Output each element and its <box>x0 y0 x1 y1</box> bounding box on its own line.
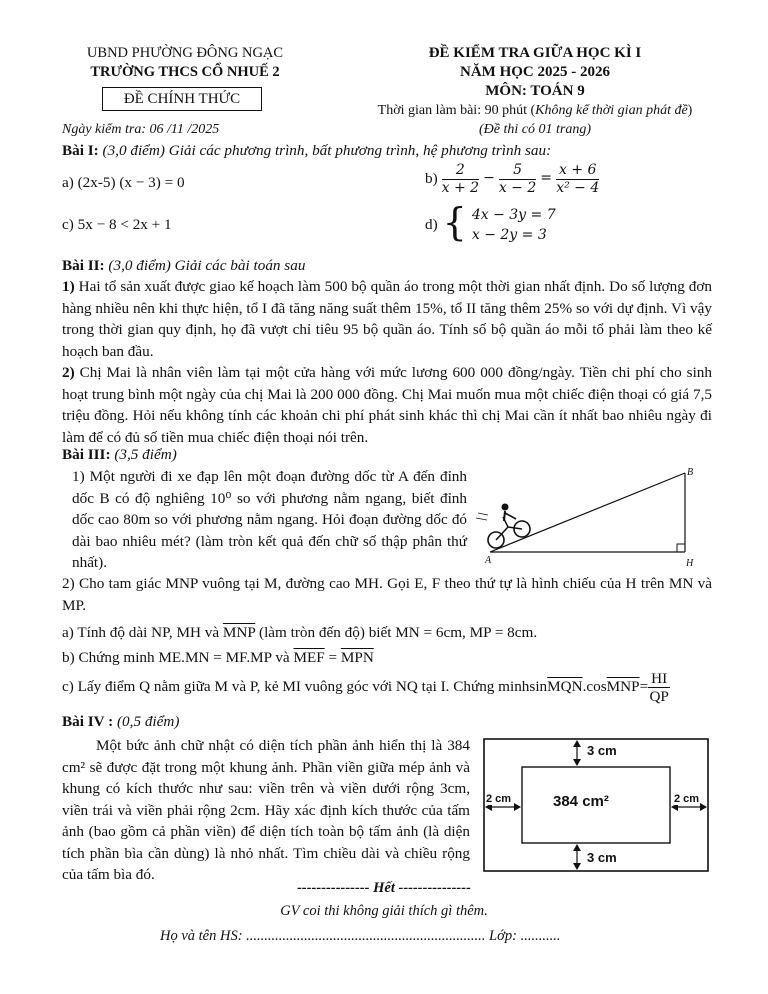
bai2-heading: Bài II: (3,0 điểm) Giải các bài toán sau <box>62 257 306 274</box>
frame-left-label: 2 cm <box>486 793 512 805</box>
fraction: $\frac{x + 6}{\text{x² − 4}}$ <box>556 161 600 196</box>
class-label: Lớp: <box>489 928 517 944</box>
authority-name: UBND PHƯỜNG ĐÔNG NGẠC <box>86 45 284 61</box>
school-year: NĂM HỌC 2025 - 2026 <box>460 64 610 80</box>
slope-figure <box>470 465 710 570</box>
school-name: TRƯỜNG THCS CỔ NHUẾ 2 <box>90 64 280 80</box>
bai1-d: d) { 4x − 3y = 7 x − 2y = 3 <box>425 200 556 244</box>
bai4-problem: Một bức ảnh chữ nhật có diện tích phần ảnh hiển thị là 384 cm² sẽ được đặt trong một khung ảnh. Phần viền giữa mép ảnh và khung có kích thước như sau: viền trên và viền dưới rộng 3cm, viền trái và viền phải rộng 2cm. Hãy xác định kích thước của tấm ảnh (bao gồm cả phần viền) để diện tích toàn bộ tấm ảnh (là diện tích phần bìa cần dùng) là nhỏ nhất. Tìm chiều dài và chiều rộng của tấm bìa đó. <box>62 737 470 883</box>
frame-right-label: 2 cm <box>674 793 700 805</box>
frame-bottom-label: 3 cm <box>587 850 617 865</box>
end-marker: --------------- Hết --------------- <box>297 880 471 896</box>
fraction: $\frac{2}{x + 2}$ <box>441 161 480 196</box>
frame-top-label: 3 cm <box>587 743 617 758</box>
proctor-note: GV coi thi không giải thích gì thêm. <box>280 903 488 919</box>
bai1-b: b) $\frac{2}{x + 2}$ − $\frac{5}{x - 2}$ = $\frac{x + 6}{\text{x² − 4}}$ <box>425 161 600 196</box>
header-right <box>350 44 720 139</box>
bai1-a: a) (2x-5) (x − 3) = 0 <box>62 174 185 191</box>
bai3-heading: Bài III: (3,5 điểm) <box>62 446 177 463</box>
fraction: $\frac{HI}{QP}$ <box>649 669 669 705</box>
bai3-part-c: c) Lấy điểm Q nằm giữa M và P, kẻ MI vuông góc với NQ tại I. Chứng minh sin $\overline{MQN}$ .cos $\overline{MNP}$ = $\frac{HI}{QP}$ <box>62 669 669 705</box>
bai4-heading: Bài IV : (0,5 điểm) <box>62 713 180 730</box>
exam-title: ĐỀ KIỂM TRA GIỮA HỌC KÌ I <box>428 45 642 61</box>
bai1-heading: Bài I: (3,0 điểm) Giải các phương trình, bất phương trình, hệ phương trình sau: <box>62 142 552 159</box>
exam-date: Ngày kiểm tra: 06 /11 /2025 <box>62 122 220 137</box>
header-left <box>60 44 310 82</box>
bai3-part-a: a) Tính độ dài NP, MH và $\overline{MNP}$ (làm tròn đến độ) biết MN = 6cm, MP = 8cm. <box>62 624 538 641</box>
bai3-problem1: 1) Một người đi xe đạp lên một đoạn đường dốc từ A đến đỉnh dốc B có độ nghiêng 10⁰ so với phương nằm ngang, biết đỉnh dốc cao 80m so với phương nằm ngang. Hỏi đoạn đường dốc đó dài bao nhiêu mét? (làm tròn kết quả đến chữ số thập phân thứ nhất). <box>72 468 467 571</box>
label-a: A <box>485 555 492 566</box>
time-line: Thời gian làm bài: 90 phút (Không kể thời gian phát đề) <box>377 103 693 118</box>
student-line: Họ và tên HS: .................................................................. Lớp: ........... <box>160 928 561 944</box>
bai3-part-b: b) Chứng minh ME.MN = MF.MP và $\overline{MEF} = \overline{MPN}$ <box>62 649 374 666</box>
brace-symbol: { <box>442 200 467 244</box>
bai1-c: c) 5x − 8 < 2x + 1 <box>62 216 172 233</box>
fraction: $\frac{5}{x - 2}$ <box>498 161 537 196</box>
official-label: ĐỀ CHÍNH THỨC <box>102 87 262 111</box>
bai3-problem2: 2) Cho tam giác MNP vuông tại M, đường cao MH. Gọi E, F theo thứ tự là hình chiếu của H trên MN và MP. <box>62 575 712 614</box>
label-h: H <box>686 558 694 569</box>
name-label: Họ và tên HS: <box>160 928 243 944</box>
label-b: B <box>687 467 694 478</box>
bai2-problem2: 2) Chị Mai là nhân viên làm tại một cửa hàng với mức lương 600 000 đồng/ngày. Tiền chi phí cho sinh hoạt trung bình một ngày của chị Mai là 200 000 đồng. Chị Mai muốn mua một chiếc điện thoại có giá 7,5 triệu đồng. Hỏi nếu không tính các khoản chi phí phát sinh khác thì chị Mai cần ít nhất bao nhiêu ngày đi làm để có đủ số tiền mua chiếc điện thoại nói trên. <box>62 364 712 446</box>
bicycle-icon <box>476 504 530 549</box>
bai2-problem1: 1) Hai tổ sản xuất được giao kế hoạch làm 500 bộ quần áo trong một thời gian nhất định. Do số lượng đơn hàng nhiều nên khi thực hiện, tổ I đã tăng năng suất thêm 15%, tổ II tăng thêm 25% so với dự định. Vì vậy trong thời gian quy định, họ đã vượt chỉ tiêu 95 bộ quần áo. Tính số bộ quần áo mỗi tổ phải làm theo kế hoạch ban đầu. <box>62 278 712 360</box>
subject: MÔN: TOÁN 9 <box>485 83 585 99</box>
frame-area-label: 384 cm² <box>553 793 609 810</box>
pages-note: (Đề thi có 01 trang) <box>479 122 591 137</box>
